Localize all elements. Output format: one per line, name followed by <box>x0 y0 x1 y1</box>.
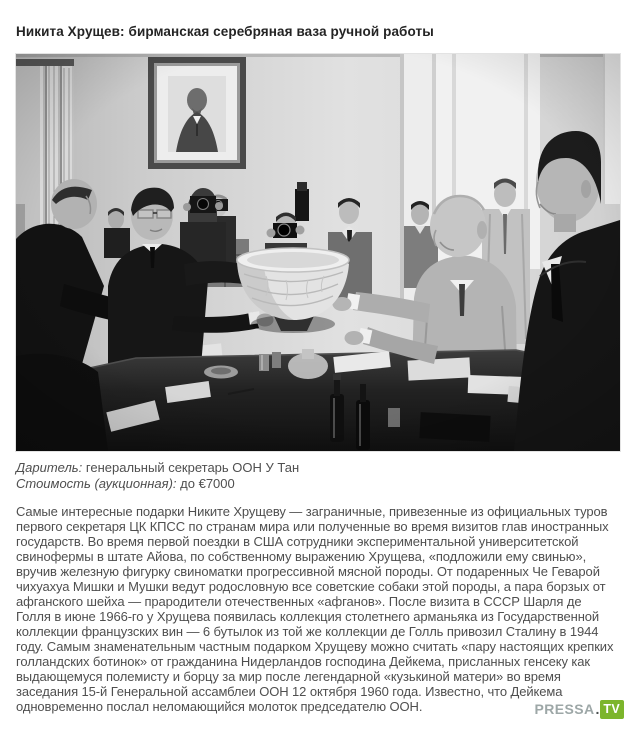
watermark-dot: . <box>595 701 600 718</box>
donor-value: генеральный секретарь ООН У Тан <box>85 460 300 475</box>
watermark-tv-badge: TV <box>600 700 624 719</box>
photo-caption <box>16 460 620 492</box>
pressa-tv-watermark <box>535 700 624 719</box>
price-label: Стоимость (аукционная): <box>16 476 177 491</box>
article-body: Самые интересные подарки Никите Хрущеву — заграничные, привезенные из официальных туров первого секретаря ЦК КПСС по странам мира или полученные во время визитов глав иностранных государств. Во время первой поездки в США сотрудники экспериментальной университетской свинофермы в штате Айова, по собственному выражению Хрущева, «подложили ему свинью», вручив железную фигурку свиноматки прогрессивной мясной породы. От подаренных Че Геварой чихуахуа Мишки и Мушки ведут родословную все советские собаки этой породы, а пара борзых от афганского шейха — прародители отечественных «афганов». После визита в СССР Шарля де Голля в июне 1966-го у Хрущева появилась коллекция столетнего арманьяка из Государственной коллекции французских вин — 6 бутылок из той же коллекции де Голль привозил Сталину в 1944 году. Самым знаменательным частным подарком Хрущеву можно считать «пару настоящих крепких голландских ботинок» от гражданина Нидерландов господина Дейкема, присланных генсеку как выдающемуся полемисту и борцу за мир после легендарной «кузькиной матери» во время заседания 15-й Генеральной ассамблеи ООН 12 октября 1960 года. Известно, что Дейкема одновременно послал неломающийся молоток председателю ООН. <box>16 504 614 714</box>
caption-donor-line <box>16 460 620 476</box>
article-title: Никита Хрущев: бирманская серебряная ваза ручной работы <box>16 24 434 39</box>
caption-price-line <box>16 476 620 492</box>
price-value: до €7000 <box>180 476 235 491</box>
donor-label: Даритель: <box>16 460 83 475</box>
article-photo <box>16 54 620 451</box>
photo-illustration <box>16 54 620 451</box>
watermark-brand-text: PRESSA <box>534 701 595 718</box>
photo-vignette <box>16 54 620 451</box>
